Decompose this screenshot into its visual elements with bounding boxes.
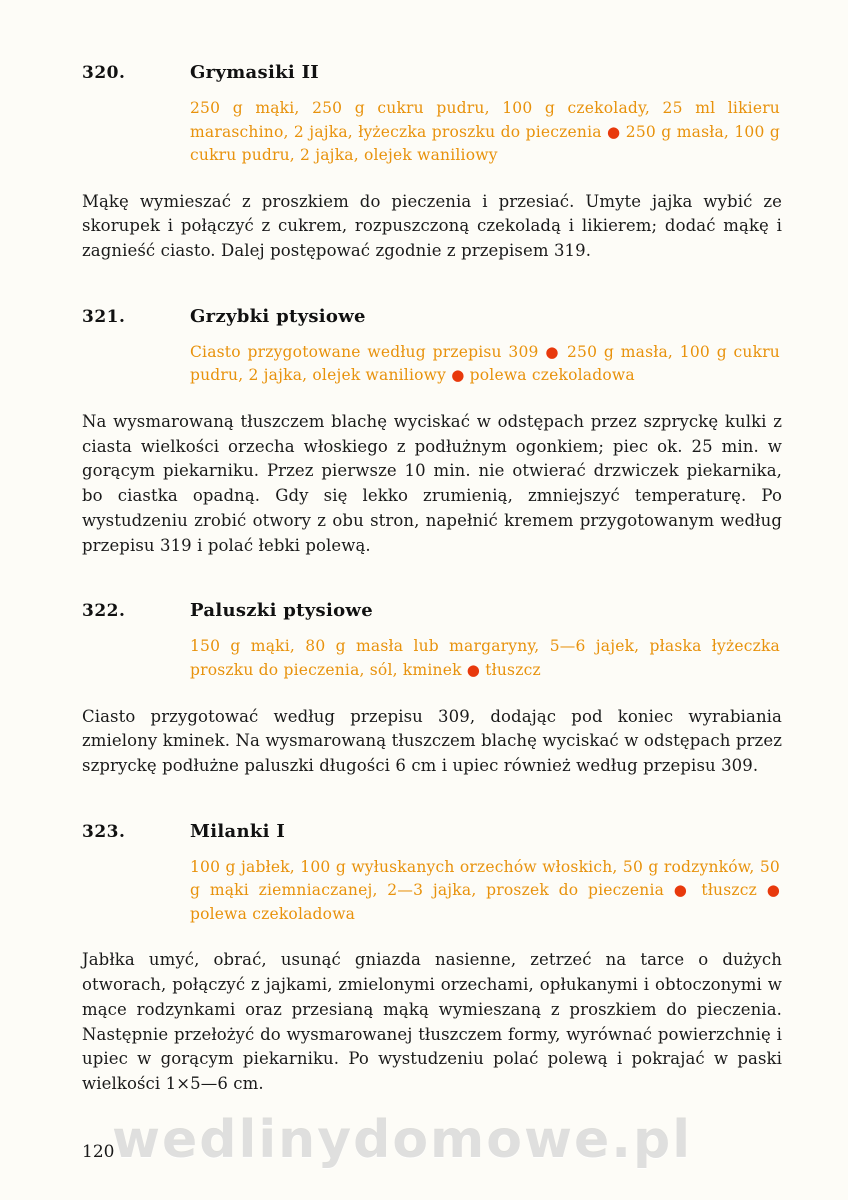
recipe-ingredients: Ciasto przygotowane według przepisu 309 ● 250 g masła, 100 g cukru pudru, 2 jajka, olejek waniliowy ● polewa czekoladowa: [190, 342, 780, 385]
recipe-number: 323.: [82, 821, 126, 842]
recipe-instructions: Jabłka umyć, obrać, usunąć gniazda nasienne, zetrzeć na tarce o dużych otworach, połączyć z jajkami, zmielonymi orzechami, opłukanymi i obtoczonymi w mące rodzynkami oraz przesianą mąką wymieszaną z proszkiem do pieczenia. Następnie przełożyć do wysmarowanej tłuszczem formy, wyrównać powierzchnię i upiec w gorącym piekarniku. Po wystudzeniu polać polewą i pokrajać w paski wielkości 1×5—6 cm.: [82, 950, 782, 1094]
recipe-ingredients: 100 g jabłek, 100 g wyłuskanych orzechów włoskich, 50 g rodzynków, 50 g mąki ziemniaczanej, 2—3 jajka, proszek do pieczenia ● tłuszcz ● polewa czekoladowa: [190, 857, 781, 923]
recipe-heading: [82, 306, 784, 327]
recipe-heading: [82, 600, 784, 621]
recipe-instructions: Na wysmarowaną tłuszczem blachę wyciskać w odstępach przez szpryckę kulki z ciasta wielkości orzecha włoskiego z podłużnym ogonkiem; piec ok. 25 min. w gorącym piekarniku. Przez pierwsze 10 min. nie otwierać drzwiczek piekarnika, bo ciastka opadną. Gdy się lekko zrumienią, zmniejszyć temperaturę. Po wystudzeniu zrobić otwory z obu stron, napełnić kremem przygotowanym według przepisu 319 i polać łebki polewą.: [82, 411, 782, 555]
recipe-title: Grymasiki II: [190, 62, 320, 83]
recipe-heading: [82, 62, 784, 83]
bullet-separator-icon: ●: [451, 366, 465, 385]
recipe-heading: [82, 821, 784, 842]
recipe-323: [82, 821, 784, 1097]
recipe-320: [82, 62, 784, 264]
recipe-number: 322.: [82, 601, 126, 622]
recipe-321: [82, 306, 784, 559]
watermark: wedlinydomowe.pl: [112, 1110, 693, 1170]
bullet-separator-icon: ●: [466, 661, 481, 680]
bullet-separator-icon: ●: [673, 881, 692, 900]
page-number: 120: [82, 1142, 115, 1162]
recipe-title: Milanki I: [190, 820, 286, 842]
recipe-title: Grzybki ptysiowe: [190, 305, 366, 327]
recipe-number: 321.: [82, 306, 126, 327]
recipe-instructions: Mąkę wymieszać z proszkiem do pieczenia i przesiać. Umyte jajka wybić ze skorupek i połączyć z cukrem, rozpuszczoną czekoladą i likierem; dodać mąkę i zagnieść ciasto. Dalej postępować zgodnie z przepisem 319.: [82, 191, 782, 261]
recipe-ingredients: 150 g mąki, 80 g masła lub margaryny, 5—6 jajek, płaska łyżeczka proszku do pieczenia, sól, kminek ● tłuszcz: [190, 637, 780, 680]
bullet-separator-icon: ●: [607, 122, 621, 141]
section-spacer: [82, 264, 784, 306]
bullet-separator-icon: ●: [766, 881, 781, 900]
recipe-322: [82, 600, 784, 778]
section-spacer: [82, 779, 784, 821]
recipe-ingredients: 250 g mąki, 250 g cukru pudru, 100 g czekolady, 25 ml likieru maraschino, 2 jajka, łyżeczka proszku do pieczenia ● 250 g masła, 100 g cukru pudru, 2 jajka, olejek waniliowy: [190, 99, 780, 165]
recipe-title: Paluszki ptysiowe: [190, 600, 373, 622]
recipe-instructions: Ciasto przygotować według przepisu 309, dodając pod koniec wyrabiania zmielony kminek. Na wysmarowaną tłuszczem blachę wyciskać w odstępach przez szpryckę podłużne paluszki długości 6 cm i upiec również według przepisu 309.: [82, 706, 782, 776]
recipe-number: 320.: [82, 63, 126, 83]
bullet-separator-icon: ●: [545, 342, 561, 361]
section-spacer: [82, 558, 784, 600]
